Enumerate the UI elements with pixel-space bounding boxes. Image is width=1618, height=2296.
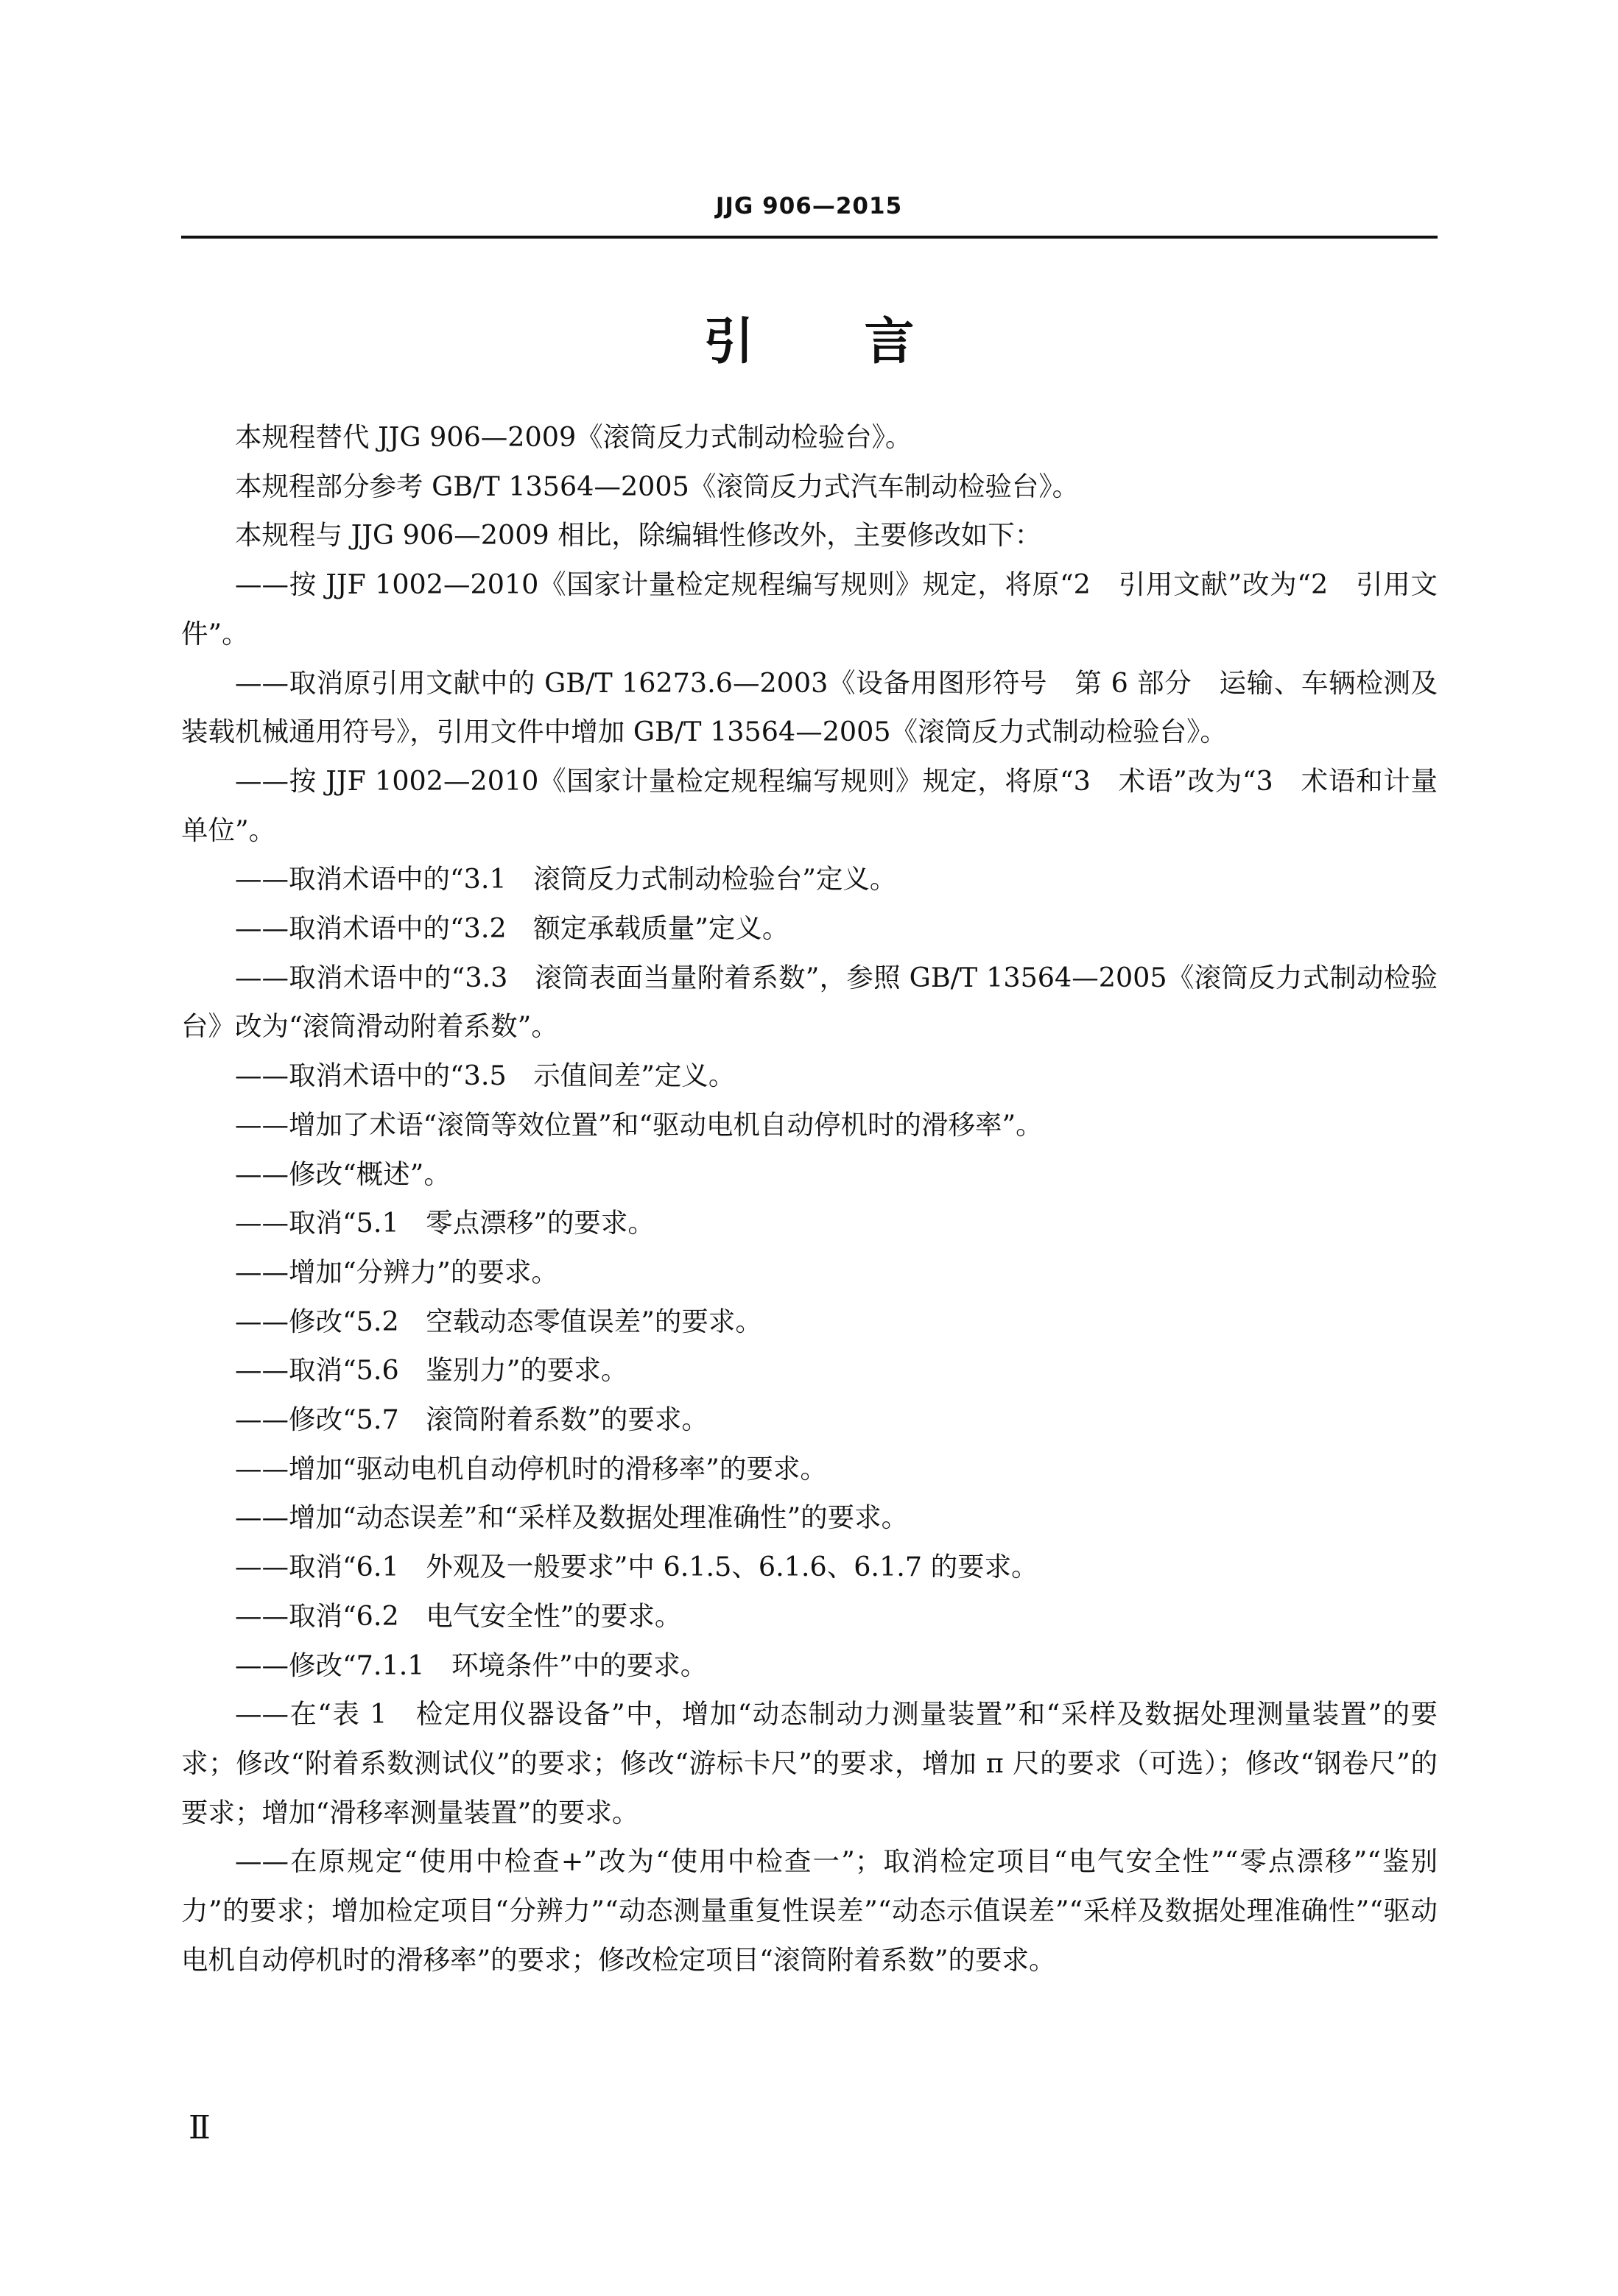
paragraph: ——取消“5.6 鉴别力”的要求。 — [235, 1354, 628, 1387]
paragraph: ——增加“动态误差”和“采样及数据处理准确性”的要求。 — [235, 1501, 909, 1534]
paragraph: ——增加“驱动电机自动停机时的滑移率”的要求。 — [235, 1452, 827, 1485]
section-title: 引言 — [703, 313, 1025, 371]
paragraph: ——取消术语中的“3.3 滚筒表面当量附着系数”，参照 GB/T 13564—2005《滚筒反力式制动检验台》改为“滚筒滑动附着系数”。 — [181, 961, 1438, 1043]
paragraph: ——增加了术语“滚筒等效位置”和“驱动电机自动停机时的滑移率”。 — [235, 1108, 1043, 1141]
paragraph: 本规程替代 JJG 906—2009《滚筒反力式制动检验台》。 — [235, 421, 912, 453]
paragraph: ——修改“5.7 滚筒附着系数”的要求。 — [235, 1404, 708, 1436]
paragraph: ——修改“5.2 空载动态零值误差”的要求。 — [235, 1305, 762, 1337]
paragraph: ——在原规定“使用中检查+”改为“使用中检查一”；取消检定项目“电气安全性”“零点漂移”“鉴别力”的要求；增加检定项目“分辨力”“动态测量重复性误差”“动态示值误差”“采样及数据处理准确性”“驱动电机自动停机时的滑移率”的要求；修改检定项目“滚筒附着系数”的要求。 — [181, 1845, 1438, 1976]
paragraph: ——修改“7.1.1 环境条件”中的要求。 — [235, 1649, 708, 1681]
paragraph: ——取消“5.1 零点漂移”的要求。 — [235, 1207, 655, 1239]
paragraph: ——修改“概述”。 — [235, 1158, 451, 1190]
paragraph: ——取消术语中的“3.2 额定承载质量”定义。 — [235, 912, 789, 945]
header-rule — [181, 236, 1438, 239]
paragraph: ——增加“分辨力”的要求。 — [235, 1256, 558, 1288]
paragraph: ——取消术语中的“3.5 示值间差”定义。 — [235, 1060, 736, 1092]
paragraph: ——取消原引用文献中的 GB/T 16273.6—2003《设备用图形符号 第 6 部分 运输、车辆检测及装载机械通用符号》，引用文件中增加 GB/T 13564—2005《滚筒反力式制动检验台》。 — [181, 666, 1438, 748]
paragraph: ——取消“6.2 电气安全性”的要求。 — [235, 1599, 682, 1632]
paragraph: ——在“表 1 检定用仪器设备”中，增加“动态制动力测量装置”和“采样及数据处理测量装置”的要求；修改“附着系数测试仪”的要求；修改“游标卡尺”的要求，增加 π 尺的要求（可选）；修改“钢卷尺”的要求；增加“滑移率测量装置”的要求。 — [181, 1698, 1438, 1828]
paragraph: ——取消“6.1 外观及一般要求”中 6.1.5、6.1.6、6.1.7 的要求。 — [235, 1551, 1038, 1583]
paragraph: 本规程部分参考 GB/T 13564—2005《滚筒反力式汽车制动检验台》。 — [235, 470, 1080, 502]
introduction-body — [181, 413, 1438, 1985]
page-number: Ⅱ — [189, 2109, 211, 2147]
paragraph: ——按 JJF 1002—2010《国家计量检定规程编写规则》规定，将原“3 术语”改为“3 术语和计量单位”。 — [181, 764, 1438, 846]
paragraph: 本规程与 JJG 906—2009 相比，除编辑性修改外，主要修改如下： — [235, 519, 1042, 552]
paragraph: ——按 JJF 1002—2010《国家计量检定规程编写规则》规定，将原“2 引用文献”改为“2 引用文件”。 — [181, 568, 1438, 649]
paragraph: ——取消术语中的“3.1 滚筒反力式制动检验台”定义。 — [235, 863, 897, 895]
standard-code-header: JJG 906—2015 — [715, 193, 903, 219]
